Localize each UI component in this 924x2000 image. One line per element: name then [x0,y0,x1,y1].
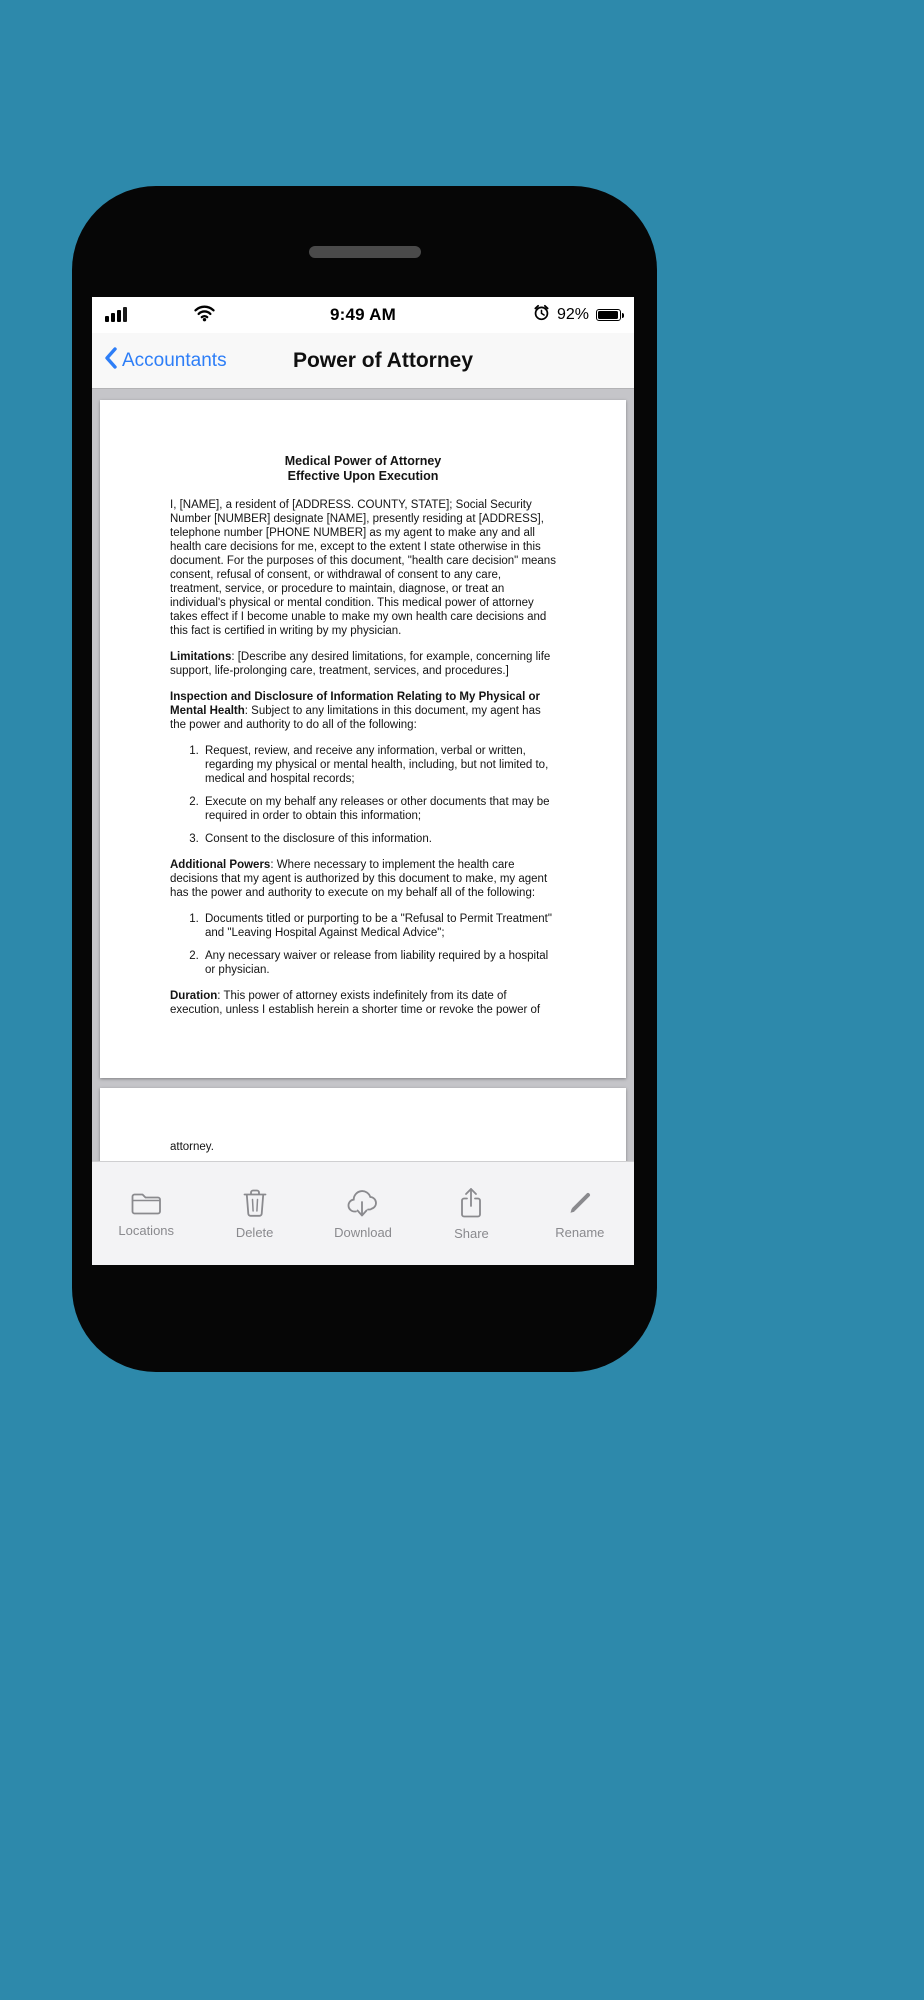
toolbar-item-label: Rename [555,1224,605,1240]
document-intro-paragraph: I, [NAME], a resident of [ADDRESS. COUNTY, STATE]; Social Security Number [NUMBER] designate [NAME], presently residing at [ADDRESS], telephone number [PHONE NUMBER] as my agent to make any and all health care decisions for me, except to the extent I state otherwise in this document. For the purposes of this document, "health care decision" means consent, refusal of consent, or withdrawal of consent to any care, treatment, service, or procedure to maintain, diagnose, or treat an individual's physical or mental condition. This medical power of attorney takes effect if I become unable to make my own health care decisions and this fact is certified in writing by my physician. [170,499,556,637]
battery-icon [596,309,621,321]
toolbar-item-label: Download [334,1224,392,1240]
battery-percent-label: 92% [556,306,589,323]
back-button-label: Accountants [122,349,227,371]
rename-button[interactable] [526,1188,634,1240]
list-item: 1. Documents titled or purporting to be a "Refusal to Permit Treatment" and "Leaving Hospital Against Medical Advice"; [202,912,556,940]
list-item: 3. Consent to the disclosure of this information. [202,832,556,846]
cloud-download-icon [345,1188,381,1218]
toolbar-item-label: Delete [235,1224,274,1240]
phone-frame [72,186,657,1372]
page-title: Power of Attorney [292,348,474,372]
chevron-left-icon [104,347,117,375]
document-additional-powers-list [170,912,556,977]
toolbar-item-label: Share [454,1225,489,1241]
share-icon [458,1187,484,1219]
folder-icon [130,1190,162,1216]
status-bar-time: 9:49 AM [330,305,396,324]
bottom-toolbar [92,1161,634,1265]
pencil-icon [565,1188,595,1218]
download-button[interactable] [309,1188,417,1240]
wifi-icon [193,304,216,327]
list-item: 2. Execute on my behalf any releases or other documents that may be required in order to obtain this information; [202,795,556,823]
status-bar-left [105,304,330,327]
trash-icon [242,1188,268,1218]
document-heading-line1: Medical Power of Attorney [284,454,442,468]
alarm-clock-icon [533,304,550,326]
cellular-signal-icon [105,304,131,327]
list-item: 1. Request, review, and receive any information, verbal or written, regarding my physical or mental health, including, but not limited to, medical and hospital records; [202,744,556,786]
document-duration-paragraph: Duration: This power of attorney exists indefinitely from its date of execution, unless I establish herein a shorter time or revoke the power of [170,990,541,1016]
status-bar [92,297,634,333]
document-page-2 [100,1088,626,1161]
document-limitations-paragraph: Limitations: [Describe any desired limitations, for example, concerning life support, life-prolonging care, treatment, services, and procedures.] [170,651,551,677]
navigation-bar [92,333,634,389]
phone-speaker [309,246,421,258]
list-item: 2. Any necessary waiver or release from liability required by a hospital or physician. [202,949,556,977]
locations-button[interactable] [92,1190,200,1238]
document-inspection-list [170,744,556,846]
document-inspection-paragraph: Inspection and Disclosure of Information Relating to My Physical or Mental Health: Subject to any limitations in this document, my agent has the power and authority to do all of the following: [170,691,541,731]
document-viewer[interactable] [92,389,634,1161]
document-page-1 [100,400,626,1078]
document-heading [170,454,556,484]
status-bar-right [396,304,621,326]
back-button[interactable] [104,347,227,375]
phone-screen [92,297,634,1265]
toolbar-item-label: Locations [118,1222,175,1238]
delete-button[interactable] [200,1188,308,1240]
battery-fill [598,311,618,319]
document-heading-line2: Effective Upon Execution [287,469,439,483]
share-button[interactable] [417,1187,525,1241]
document-additional-powers-paragraph: Additional Powers: Where necessary to implement the health care decisions that my agent is authorized by this document to make, my agent has the power and authority to execute on my behalf all of the following: [170,859,548,899]
document-page2-text: attorney. [170,1141,214,1153]
